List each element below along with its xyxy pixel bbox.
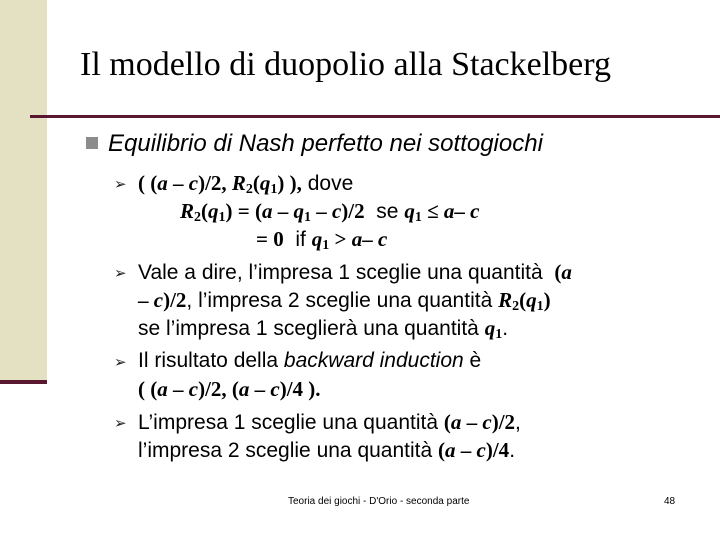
bullet-2-line-2 — [138, 288, 551, 319]
bullet-2-text-1: Vale a dire, l’impresa 1 sceglie una quantità — [138, 261, 543, 284]
reaction-function: $R_2(q_1) = (a - q_1 - c)/2$ — [180, 199, 365, 225]
title-divider — [30, 115, 720, 118]
condition-2: $q_1 > a-$ c — [311, 227, 388, 253]
bullet-2-text-4: . — [502, 317, 509, 340]
bullet-4-line-2 — [138, 438, 515, 463]
bullet-3-line-2 — [138, 377, 321, 402]
bullet-4-text-2: , — [515, 411, 521, 434]
bullet-1-line-3 — [256, 227, 387, 258]
bullet-3-text-2: backward induction — [283, 349, 464, 372]
arrow-bullet-icon: ➢ — [114, 354, 127, 371]
square-bullet-icon — [86, 137, 98, 149]
footer-page-number: 48 — [664, 496, 676, 507]
bullet-4-math-2: (a – c)/4 — [438, 438, 510, 462]
bullet-2-text-2: , l’impresa 2 sceglie una quantità — [186, 289, 493, 312]
footer-course: Teoria dei giochi - D'Orio - seconda parte — [288, 496, 470, 507]
bullet-3-line-1 — [138, 349, 481, 373]
condition-word-se: se — [376, 200, 399, 223]
bullet-1-line-2 — [180, 199, 479, 230]
slide-title: Il modello di duopolio alla Stackelberg — [80, 46, 611, 83]
bullet-1-line-1 — [138, 171, 353, 202]
bullet-2-math-1: (a — [554, 260, 572, 284]
bullet-4-text-4: . — [509, 439, 516, 462]
arrow-bullet-icon: ➢ — [114, 176, 127, 193]
bullet-4-math-1: (a – c)/2 — [443, 410, 516, 434]
arrow-bullet-icon: ➢ — [114, 265, 127, 282]
bullet-4-text-3: l’impresa 2 sceglie una quantità — [138, 439, 433, 462]
zero-value: = 0 — [256, 227, 284, 251]
arrow-bullet-icon: ➢ — [114, 415, 127, 432]
bullet-2-line-3 — [138, 316, 508, 347]
equilibrium-expression: ( (a – c)/2, $R_2(q_1)$ ), — [138, 171, 302, 197]
bullet-2-line-1 — [138, 260, 572, 285]
bullet-2-math-2: – c)/2 — [138, 288, 187, 312]
condition-1: $q_1 \le a-$ c — [404, 199, 480, 225]
bullet-2-math-3: $R_2(q_1)$ — [498, 288, 551, 314]
sidebar-edge — [0, 380, 47, 384]
bullet-4-line-1 — [138, 410, 521, 435]
bullet-2-math-4: $q_1$ — [484, 316, 503, 342]
decorative-sidebar — [0, 0, 47, 383]
bullet-1-text: dove — [301, 172, 354, 195]
section-heading — [86, 130, 543, 158]
bullet-3-text-1: Il risultato della — [138, 349, 279, 372]
bullet-4-text-1: L’impresa 1 sceglie una quantità — [138, 411, 439, 434]
condition-word-if: if — [295, 228, 306, 251]
heading-text: Equilibrio di Nash perfetto nei sottogiochi — [108, 130, 543, 157]
bullet-2-text-3: se l’impresa 1 sceglierà una quantità — [138, 317, 479, 340]
backward-induction-result: ( (a – c)/2, (a – c)/4 ). — [138, 377, 321, 401]
bullet-3-text-3: è — [469, 349, 482, 372]
